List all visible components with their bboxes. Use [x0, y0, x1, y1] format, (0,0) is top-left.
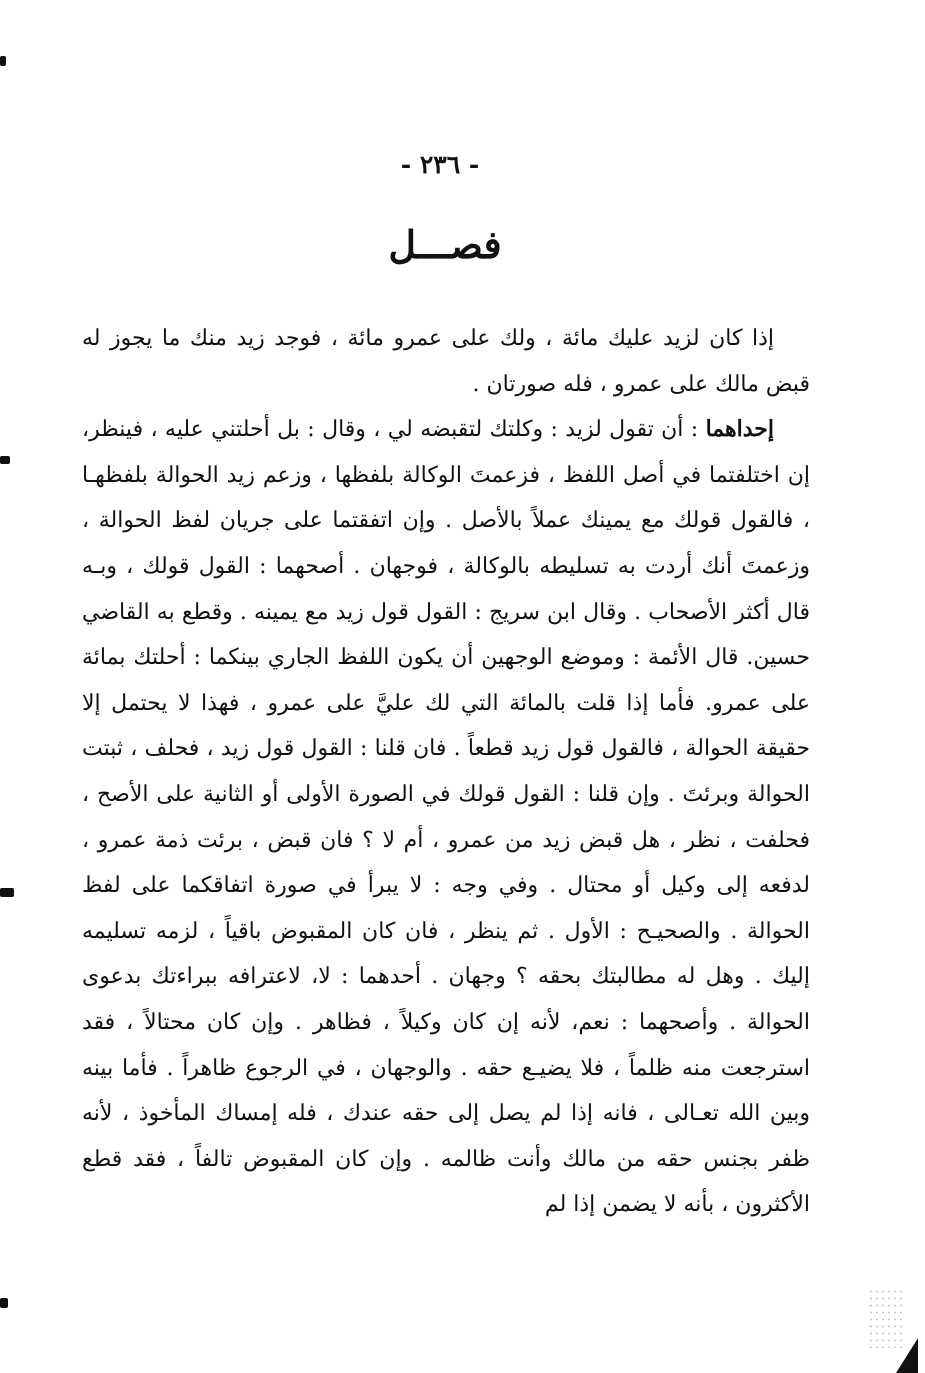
- paragraph-lead: إحداهما: [705, 416, 774, 443]
- paragraph-text: إذا كان لزيد عليك مائة ، ولك على عمرو مائة ، فوجد زيد منك ما يجوز له قبض مالك على عمرو ، فله صورتان .: [82, 326, 810, 397]
- page-number: - ٢٣٦ -: [400, 150, 480, 179]
- scan-edge-mark: [0, 888, 14, 897]
- paragraph-intro: [82, 316, 810, 407]
- paragraph-first-case: [82, 407, 810, 1228]
- scan-edge-mark: [0, 56, 6, 66]
- scan-edge-mark: [0, 456, 10, 464]
- page-corner-shadow: [896, 1338, 918, 1373]
- paragraph-text: : أن تقول لزيد : وكلتك لتقبضه لي ، وقال : بل أحلتني عليه ، فينظر، إن اختلفتما في أصل اللفظ ، فزعمتَ الوكالة بلفظها ، وزعم زيد الحوالة بلفظهـا ، فالقول قولك مع يمينك عملاً بالأصل . وإن اتفقتما على جريان لفظ الحوالة ، وزعمتَ أنك أردت به تسليطه بالوكالة ، فوجهان . أصحهما : القول قولك ، وبـه قال أكثر الأصحاب . وقال ابن سريج : القول قول زيد مع يمينه . وقطع به القاضي حسين. قال الأئمة : وموضع الوجهين أن يكون اللفظ الجاري بينكما : أحلتك بمائة على عمرو. فأما إذا قلت بالمائة التي لك عليَّ على عمرو ، فهذا لا يحتمل إلا حقيقة الحوالة ، فالقول قول زيد قطعاً . فان قلنا : القول قول زيد ، فحلف ، ثبتت الحوالة وبرئتَ . وإن قلنا : القول قولك في الصورة الأولى أو الثانية على الأصح ، فحلفت ، نظر ، هل قبض زيد من عمرو ، أم لا ؟ فان قبض ، برئت ذمة عمرو ، لدفعه إلى وكيل أو محتال . وفي وجه : لا يبرأ في صورة اتفاقكما على لفظ الحوالة . والصحيـح : الأول . ثم ينظر ، فان كان المقبوض باقياً ، لزمه تسليمه إليك . وهل له مطالبتك بحقه ؟ وجهان . أحدهما : لا، لاعترافه ببراءتك بدعوى الحوالة . وأصحهما : نعم، لأنه إن كان وكيلاً ، فظاهر . وإن كان محتالاً ، فقد استرجعت منه ظلماً ، فلا يضيـع حقه . والوجهان ، في الرجوع ظاهراً . فأما بينه وبين الله تعـالى ، فانه إذا لم يصل إلى حقه عندك ، فله إمساك المأخوذ ، لأنه ظفر بجنس حقه من مالك وأنت ظالمه . وإن كان المقبوض تالفاً ، فقد قطع الأكثرون ، بأنه لا يضمن إذا لم: [82, 417, 810, 1218]
- section-heading: فصـــل: [388, 222, 502, 267]
- body-text: [82, 316, 810, 1228]
- scan-edge-mark: [0, 1298, 8, 1308]
